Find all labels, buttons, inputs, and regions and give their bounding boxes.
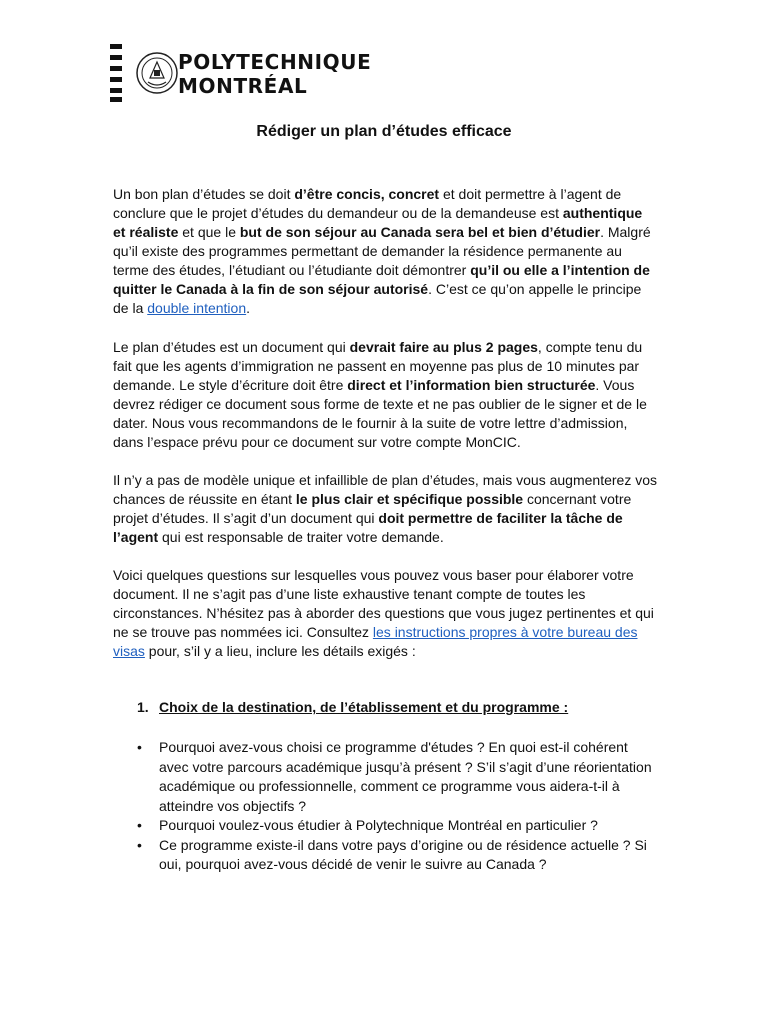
- paragraph-1: Un bon plan d’études se doit d’être concis, concret et doit permettre à l’agent de conclure que le projet d’études du demandeur ou de la demandeuse est authentique et réaliste et que le but de son séjour au Canada sera bel et bien d’étudier. Malgré qu’il existe des programmes permettant de demander la résidence permanente au terme des études, l’étudiant ou l’étudiante doit démontrer qu’il ou elle a l’intention de quitter le Canada à la fin de son séjour autorisé. C’est ce qu’on appelle le principe de la double intention.: [113, 186, 651, 316]
- list-item: • Pourquoi voulez-vous étudier à Polytechnique Montréal en particulier ?: [137, 816, 659, 836]
- paragraph-3: Il n’y a pas de modèle unique et infaillible de plan d’études, mais vous augmenterez vos chances de réussite en étant le plus clair et spécifique possible concernant votre projet d’études. Il s’agit d’un document qui doit permettre de faciliter la tâche de l’agent qui est responsable de traiter votre demande.: [113, 472, 657, 545]
- logo-bars: [110, 44, 124, 102]
- logo-seal-icon: [132, 48, 182, 98]
- question-list: [137, 738, 659, 875]
- logo-wordmark: POLYTECHNIQUE MONTRÉAL: [178, 50, 372, 98]
- double-intention-link[interactable]: double intention: [147, 300, 247, 316]
- list-item: • Pourquoi avez-vous choisi ce programme d'études ? En quoi est-il cohérent avec votre parcours académique jusqu’à présent ? S’il s’agit d’une réorientation académique ou professionnelle, comment ce programme vous aidera-t-il à atteindre vos objectifs ?: [137, 738, 659, 816]
- section-label: Choix de la destination, de l’établissement et du programme :: [159, 699, 569, 715]
- visa-office-instructions-link[interactable]: les instructions propres à votre bureau des visas: [113, 624, 638, 659]
- paragraph-4: Voici quelques questions sur lesquelles vous pouvez vous baser pour élaborer votre document. Il ne s’agit pas d’une liste exhaustive tenant compte de toutes les circonstances. N’hésitez pas à aborder des questions que vous jugez pertinentes et qui ne se trouve pas nommées ici. Consultez les instructions propres à votre bureau des visas pour, s’il y a lieu, inclure les détails exigés :: [113, 567, 654, 659]
- section-number: 1.: [137, 699, 149, 715]
- document-title: Rédiger un plan d’études efficace: [256, 123, 512, 140]
- section-heading-1: [137, 698, 568, 717]
- paragraph-2: Le plan d’études est un document qui devrait faire au plus 2 pages, compte tenu du fait que les agents d’immigration ne passent en moyenne pas plus de 10 minutes par demande. Le style d’écriture doit être direct et l’information bien structurée. Vous devrez rédiger ce document sous forme de texte et ne pas oublier de le signer et de le dater. Nous vous recommandons de le fournir à la suite de votre lettre d’admission, dans l’espace prévu pour ce document sur votre compte MonCIC.: [113, 339, 647, 450]
- polytechnique-logo: [110, 44, 372, 102]
- list-item: • Ce programme existe-il dans votre pays d’origine ou de résidence actuelle ? Si oui, pourquoi avez-vous décidé de venir le suivre au Canada ?: [137, 836, 659, 875]
